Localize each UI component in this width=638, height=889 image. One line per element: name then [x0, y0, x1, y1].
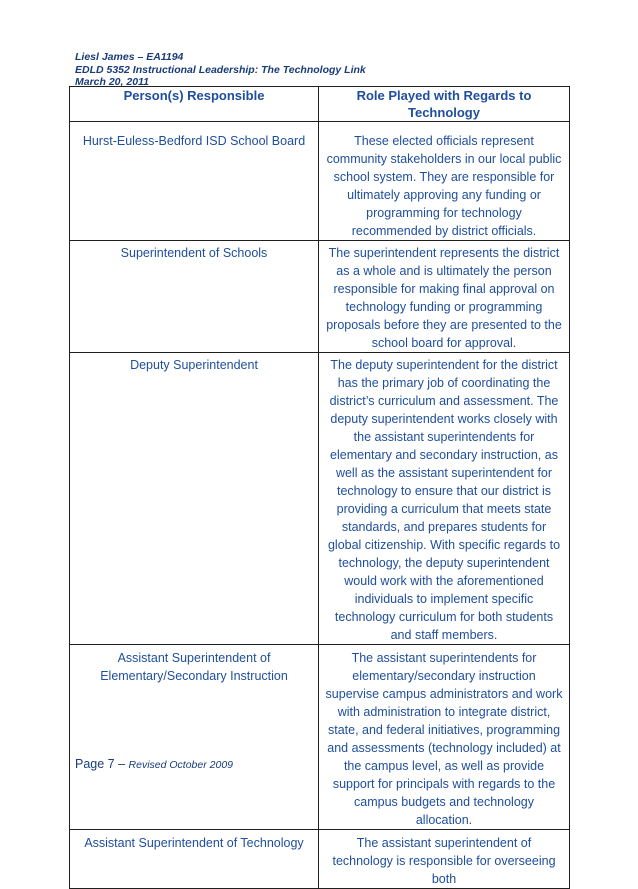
date-line: March 20, 2011: [75, 76, 149, 88]
person-cell: Assistant Superintendent of Elementary/Secondary Instruction: [70, 645, 319, 830]
table-row: [70, 122, 570, 241]
table-row: [70, 645, 570, 830]
course-line: EDLD 5352 Instructional Leadership: The Technology Link: [75, 63, 366, 76]
role-cell: These elected officials represent community stakeholders in our local public school system. They are responsible for ultimately approving any funding or programming for technology recommended by district officials.: [319, 122, 570, 241]
revision-note: Revised October 2009: [128, 759, 233, 771]
page-footer: [75, 757, 233, 771]
document-header: [75, 51, 366, 89]
person-cell: Superintendent of Schools: [70, 241, 319, 353]
person-cell: Deputy Superintendent: [70, 353, 319, 645]
table-row: [70, 353, 570, 645]
author-line: Liesl James – EA1194: [75, 51, 184, 63]
role-cell: The assistant superintendent of technology is responsible for overseeing both: [319, 830, 570, 889]
column-header-role: Role Played with Regards to Technology: [319, 87, 570, 122]
page-number: Page 7 –: [75, 757, 129, 771]
person-cell: Assistant Superintendent of Technology: [70, 830, 319, 889]
person-cell: Hurst-Euless-Bedford ISD School Board: [70, 122, 319, 241]
role-cell: The assistant superintendents for elementary/secondary instruction supervise campus administrators and work with administration to integrate district, state, and federal initiatives, programming and assessments (technology included) at the campus level, as well as provide support for principals with regards to the campus budgets and technology allocation.: [319, 645, 570, 830]
role-cell: The deputy superintendent for the district has the primary job of coordinating the district’s curriculum and assessment. The deputy superintendent works closely with the assistant superintendents for elementary and secondary instruction, as well as the assistant superintendent for technology to ensure that our district is providing a curriculum that meets state standards, and prepares students for global citizenship. With specific regards to technology, the deputy superintendent would work with the aforementioned individuals to implement specific technology curriculum for both students and staff members.: [319, 353, 570, 645]
column-header-person: Person(s) Responsible: [70, 87, 319, 122]
role-cell: The superintendent represents the district as a whole and is ultimately the person responsible for making final approval on technology funding or programming proposals before they are presented to the school board for approval.: [319, 241, 570, 353]
table-header-row: [70, 87, 570, 122]
table-row: [70, 241, 570, 353]
table-row: [70, 830, 570, 889]
